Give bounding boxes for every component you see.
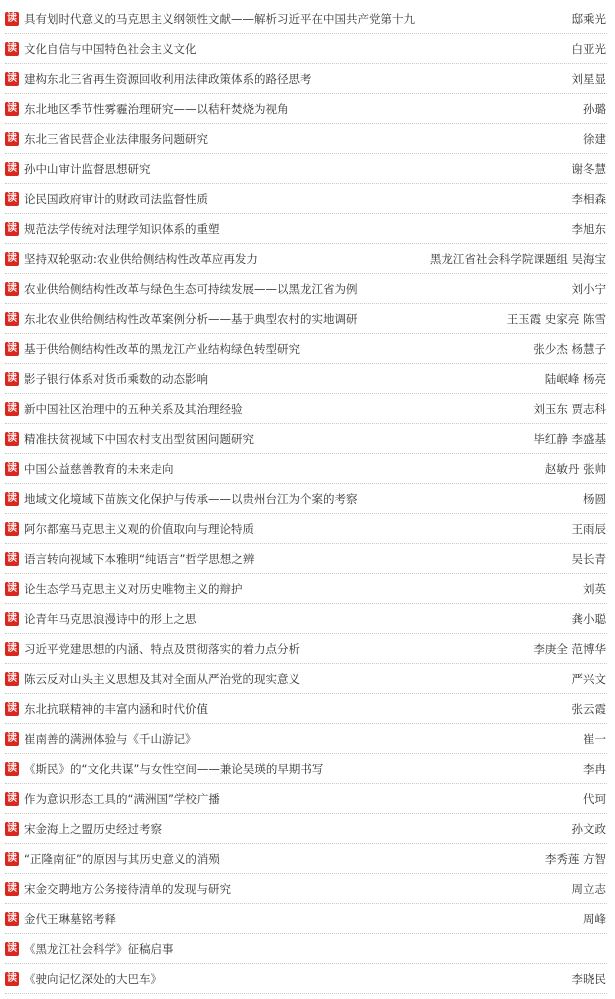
article-title[interactable]: 精准扶贫视域下中国农村支出型贫困问题研究 bbox=[24, 432, 254, 446]
article-author: 刘玉东 贾志科 bbox=[533, 402, 606, 416]
article-title[interactable]: 新中国社区治理中的五种关系及其治理经验 bbox=[24, 402, 243, 416]
read-icon[interactable]: 读 bbox=[7, 283, 17, 294]
article-title[interactable]: 论民国政府审计的财政司法监督性质 bbox=[24, 192, 208, 206]
article-title[interactable]: 影子银行体系对货币乘数的动态影响 bbox=[24, 372, 208, 386]
article-row[interactable] bbox=[0, 424, 615, 454]
article-title[interactable]: 文化自信与中国特色社会主义文化 bbox=[24, 42, 197, 56]
read-icon[interactable]: 读 bbox=[7, 43, 17, 54]
article-row[interactable] bbox=[0, 784, 615, 814]
article-author: 张少杰 杨慧子 bbox=[533, 342, 606, 356]
article-row[interactable] bbox=[0, 364, 615, 394]
article-row[interactable] bbox=[0, 904, 615, 934]
article-author: 谢冬慧 bbox=[571, 162, 606, 176]
article-row[interactable] bbox=[0, 94, 615, 124]
article-title[interactable]: 阿尔都塞马克思主义观的价值取向与理论特质 bbox=[24, 522, 254, 536]
article-author: 陆岷峰 杨亮 bbox=[544, 372, 606, 386]
article-title[interactable]: 论青年马克思浪漫诗中的形上之思 bbox=[24, 612, 197, 626]
article-author: 严兴文 bbox=[571, 672, 606, 686]
article-title[interactable]: 孙中山审计监督思想研究 bbox=[24, 162, 151, 176]
read-icon[interactable]: 读 bbox=[7, 823, 17, 834]
read-icon[interactable]: 读 bbox=[7, 13, 17, 24]
article-author: 代珂 bbox=[583, 792, 606, 806]
article-title[interactable]: 农业供给侧结构性改革与绿色生态可持续发展——以黑龙江省为例 bbox=[24, 282, 358, 296]
read-icon[interactable]: 读 bbox=[7, 163, 17, 174]
article-title[interactable]: 坚持双轮驱动:农业供给侧结构性改革应再发力 bbox=[24, 252, 258, 266]
read-icon[interactable]: 读 bbox=[7, 403, 17, 414]
read-icon[interactable]: 读 bbox=[7, 583, 17, 594]
article-title[interactable]: 地域文化境域下苗族文化保护与传承——以贵州台江为个案的考察 bbox=[24, 492, 358, 506]
article-row[interactable] bbox=[0, 244, 615, 274]
article-author: 刘星显 bbox=[571, 72, 606, 86]
article-author: 刘小宁 bbox=[571, 282, 606, 296]
read-icon[interactable]: 读 bbox=[7, 673, 17, 684]
article-row[interactable] bbox=[0, 484, 615, 514]
article-title[interactable]: 论生态学马克思主义对历史唯物主义的辩护 bbox=[24, 582, 243, 596]
read-icon[interactable]: 读 bbox=[7, 703, 17, 714]
article-row[interactable] bbox=[0, 64, 615, 94]
article-author: 邸乘光 bbox=[571, 12, 606, 26]
article-title[interactable]: 东北农业供给侧结构性改革案例分析——基于典型农村的实地调研 bbox=[24, 312, 358, 326]
article-title[interactable]: 作为意识形态工具的“满洲国”学校广播 bbox=[24, 792, 220, 806]
article-title[interactable]: 建构东北三省再生资源回收利用法律政策体系的路径思考 bbox=[24, 72, 312, 86]
article-author: 李冉 bbox=[583, 762, 606, 776]
article-row[interactable] bbox=[0, 604, 615, 634]
article-title[interactable]: 《驶向记忆深处的大巴车》 bbox=[24, 972, 162, 986]
article-author: 黑龙江省社会科学院课题组 吴海宝 bbox=[429, 252, 606, 266]
article-row[interactable] bbox=[0, 394, 615, 424]
read-icon[interactable]: 读 bbox=[7, 853, 17, 864]
article-title[interactable]: 东北三省民营企业法律服务问题研究 bbox=[24, 132, 208, 146]
article-title[interactable]: 《黑龙江社会科学》征稿启事 bbox=[24, 942, 174, 956]
read-icon[interactable]: 读 bbox=[7, 793, 17, 804]
article-row[interactable] bbox=[0, 844, 615, 874]
article-title[interactable]: 《斯民》的“文化共谋”与女性空间——兼论吴瑛的早期书写 bbox=[24, 762, 324, 776]
article-author: 张云霞 bbox=[571, 702, 606, 716]
article-title[interactable]: 金代王琳墓铭考释 bbox=[24, 912, 116, 926]
article-row[interactable] bbox=[0, 664, 615, 694]
article-author: 李晓民 bbox=[571, 972, 606, 986]
article-row[interactable] bbox=[0, 334, 615, 364]
article-row[interactable] bbox=[0, 934, 615, 964]
article-title[interactable]: 东北地区季节性雾霾治理研究——以秸秆焚烧为视角 bbox=[24, 102, 289, 116]
article-author: 周立志 bbox=[571, 882, 606, 896]
article-author: 毕红静 李盛基 bbox=[533, 432, 606, 446]
article-row[interactable] bbox=[0, 814, 615, 844]
read-icon[interactable]: 读 bbox=[7, 73, 17, 84]
article-row[interactable] bbox=[0, 694, 615, 724]
article-title[interactable]: 东北抗联精神的丰富内涵和时代价值 bbox=[24, 702, 208, 716]
article-author: 杨圆 bbox=[583, 492, 606, 506]
article-author: 王玉霞 史家亮 陈雪 bbox=[506, 312, 606, 326]
read-icon[interactable]: 读 bbox=[7, 193, 17, 204]
article-title[interactable]: 具有划时代意义的马克思主义纲领性文献——解析习近平在中国共产党第十九 bbox=[24, 12, 415, 26]
read-icon[interactable]: 读 bbox=[7, 763, 17, 774]
article-author: 徐建 bbox=[583, 132, 606, 146]
article-row[interactable] bbox=[0, 754, 615, 784]
article-author: 吴长青 bbox=[571, 552, 606, 566]
article-title[interactable]: 宋金海上之盟历史经过考察 bbox=[24, 822, 162, 836]
read-icon[interactable]: 读 bbox=[7, 133, 17, 144]
article-title[interactable]: 基于供给侧结构性改革的黑龙江产业结构绿色转型研究 bbox=[24, 342, 300, 356]
article-row[interactable] bbox=[0, 184, 615, 214]
article-title[interactable]: 宋金交聘地方公务接待清单的发现与研究 bbox=[24, 882, 231, 896]
article-title[interactable]: 习近平党建思想的内涵、特点及贯彻落实的着力点分析 bbox=[24, 642, 300, 656]
read-icon[interactable]: 读 bbox=[7, 343, 17, 354]
article-row[interactable] bbox=[0, 544, 615, 574]
article-row[interactable] bbox=[0, 304, 615, 334]
article-title[interactable]: 崔南善的满洲体验与《千山游记》 bbox=[24, 732, 197, 746]
article-row[interactable] bbox=[0, 574, 615, 604]
article-author: 王雨辰 bbox=[571, 522, 606, 536]
read-icon[interactable]: 读 bbox=[7, 973, 17, 984]
read-icon[interactable]: 读 bbox=[7, 223, 17, 234]
read-icon[interactable]: 读 bbox=[7, 493, 17, 504]
read-icon[interactable]: 读 bbox=[7, 643, 17, 654]
article-row[interactable] bbox=[0, 274, 615, 304]
article-author: 李庚全 范博华 bbox=[533, 642, 606, 656]
article-author: 李秀莲 方智 bbox=[544, 852, 606, 866]
read-icon[interactable]: 读 bbox=[7, 883, 17, 894]
article-title[interactable]: 语言转向视域下本雅明“纯语言”哲学思想之辨 bbox=[24, 552, 255, 566]
article-author: 崔一 bbox=[583, 732, 606, 746]
read-icon[interactable]: 读 bbox=[7, 523, 17, 534]
article-row[interactable] bbox=[0, 154, 615, 184]
article-row[interactable] bbox=[0, 874, 615, 904]
read-icon[interactable]: 读 bbox=[7, 253, 17, 264]
article-title[interactable]: 规范法学传统对法理学知识体系的重塑 bbox=[24, 222, 220, 236]
article-row[interactable] bbox=[0, 514, 615, 544]
article-author: 周峰 bbox=[583, 912, 606, 926]
article-row[interactable] bbox=[0, 724, 615, 754]
read-icon[interactable]: 读 bbox=[7, 913, 17, 924]
read-icon[interactable]: 读 bbox=[7, 943, 17, 954]
read-icon[interactable]: 读 bbox=[7, 103, 17, 114]
article-row[interactable] bbox=[0, 4, 615, 34]
article-author: 孙璐 bbox=[583, 102, 606, 116]
read-icon[interactable]: 读 bbox=[7, 433, 17, 444]
article-author: 赵敏丹 张帅 bbox=[544, 462, 606, 476]
read-icon[interactable]: 读 bbox=[7, 463, 17, 474]
article-row[interactable] bbox=[0, 964, 615, 994]
article-title[interactable]: 陈云反对山头主义思想及其对全面从严治党的现实意义 bbox=[24, 672, 300, 686]
read-icon[interactable]: 读 bbox=[7, 313, 17, 324]
read-icon[interactable]: 读 bbox=[7, 373, 17, 384]
article-row[interactable] bbox=[0, 634, 615, 664]
article-title[interactable]: “正隆南征”的原因与其历史意义的消殒 bbox=[24, 852, 220, 866]
read-icon[interactable]: 读 bbox=[7, 613, 17, 624]
article-row[interactable] bbox=[0, 454, 615, 484]
read-icon[interactable]: 读 bbox=[7, 553, 17, 564]
read-icon[interactable]: 读 bbox=[7, 733, 17, 744]
article-row[interactable] bbox=[0, 124, 615, 154]
article-author: 龚小聪 bbox=[571, 612, 606, 626]
article-row[interactable] bbox=[0, 214, 615, 244]
article-author: 孙文政 bbox=[571, 822, 606, 836]
article-title[interactable]: 中国公益慈善教育的未来走向 bbox=[24, 462, 174, 476]
article-row[interactable] bbox=[0, 34, 615, 64]
article-author: 刘英 bbox=[583, 582, 606, 596]
article-author: 白亚光 bbox=[571, 42, 606, 56]
article-author: 李相森 bbox=[571, 192, 606, 206]
article-author: 李旭东 bbox=[571, 222, 606, 236]
